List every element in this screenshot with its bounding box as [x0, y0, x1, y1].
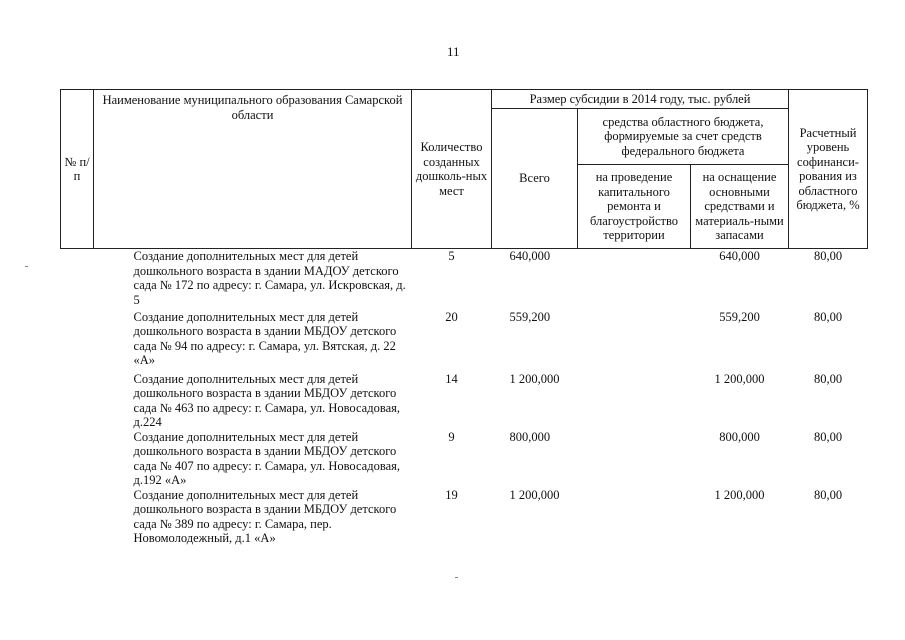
- cell-total: 559,200: [509, 309, 551, 324]
- cell-name: Создание дополнительных мест для детей дошкольного возраста в здании МАДОУ детского сада № 172 по адресу: г. Самара, ул. Искровская, д. 5: [133, 249, 406, 307]
- header-total: Всего: [492, 109, 578, 249]
- cell-rate: 80,00: [813, 429, 843, 444]
- scan-speck: [25, 266, 28, 267]
- cell-capital: [578, 310, 691, 372]
- cell-num: [61, 488, 94, 551]
- cell-capital: [578, 372, 691, 430]
- cell-count: 20: [445, 309, 458, 324]
- table-row: [61, 310, 868, 372]
- scan-speck: [455, 577, 458, 578]
- table-row: [61, 430, 868, 488]
- cell-name: Создание дополнительных мест для детей дошкольного возраста в здании МБДОУ детского сада № 407 по адресу: г. Самара, ул. Новосадовая, д.192 «А»: [133, 429, 400, 487]
- table-row: [61, 372, 868, 430]
- cell-count: 14: [445, 371, 458, 386]
- cell-total: 800,000: [509, 429, 551, 444]
- cell-equipment: 640,000: [719, 249, 760, 263]
- cell-total: 1 200,000: [509, 371, 560, 386]
- cell-name: Создание дополнительных мест для детей дошкольного возраста в здании МБДОУ детского сада № 94 по адресу: г. Самара, ул. Вятская, д. 22 «А»: [133, 309, 397, 367]
- cell-name: Создание дополнительных мест для детей дошкольного возраста в здании МБДОУ детского сада № 389 по адресу: г. Самара, пер. Новомолодежный, д.1 «А»: [133, 487, 397, 545]
- cell-rate: 80,00: [813, 487, 843, 502]
- header-regional: средства областного бюджета, формируемые за счет средств федерального бюджета: [578, 109, 789, 165]
- header-capital: на проведение капитального ремонта и благоустройство территории: [578, 165, 691, 249]
- cell-equipment: 1 200,000: [714, 371, 765, 386]
- cell-total: 640,000: [509, 249, 551, 263]
- cell-rate: 80,00: [813, 371, 843, 386]
- header-subsidy: Размер субсидии в 2014 году, тыс. рублей: [492, 90, 789, 109]
- cell-rate: 80,00: [813, 249, 843, 263]
- table-row: [61, 488, 868, 551]
- cell-num: [61, 372, 94, 430]
- header-count: Количество созданных дошколь-ных мест: [412, 90, 492, 249]
- header-num: № п/п: [61, 90, 94, 249]
- cell-count: 5: [448, 249, 455, 263]
- header-name: Наименование муниципального образования Самарской области: [94, 90, 412, 249]
- cell-capital: [578, 430, 691, 488]
- cell-capital: [578, 249, 691, 310]
- cell-count: 9: [448, 429, 455, 444]
- cell-count: 19: [445, 487, 458, 502]
- cell-equipment: 1 200,000: [714, 487, 765, 502]
- header-rate: Расчетный уровень софинанси-рования из областного бюджета, %: [789, 90, 868, 249]
- cell-capital: [578, 488, 691, 551]
- subsidy-table: [60, 89, 868, 551]
- page-number: 11: [447, 44, 460, 59]
- cell-equipment: 800,000: [719, 429, 760, 444]
- cell-num: [61, 310, 94, 372]
- cell-total: 1 200,000: [509, 487, 560, 502]
- table-row: [61, 249, 868, 310]
- cell-equipment: 559,200: [719, 309, 760, 324]
- cell-num: [61, 430, 94, 488]
- cell-rate: 80,00: [813, 309, 843, 324]
- cell-name: Создание дополнительных мест для детей дошкольного возраста в здании МБДОУ детского сада № 463 по адресу: г. Самара, ул. Новосадовая, д.224: [133, 371, 400, 429]
- header-equipment: на оснащение основными средствами и материаль-ными запасами: [691, 165, 789, 249]
- cell-num: [61, 249, 94, 310]
